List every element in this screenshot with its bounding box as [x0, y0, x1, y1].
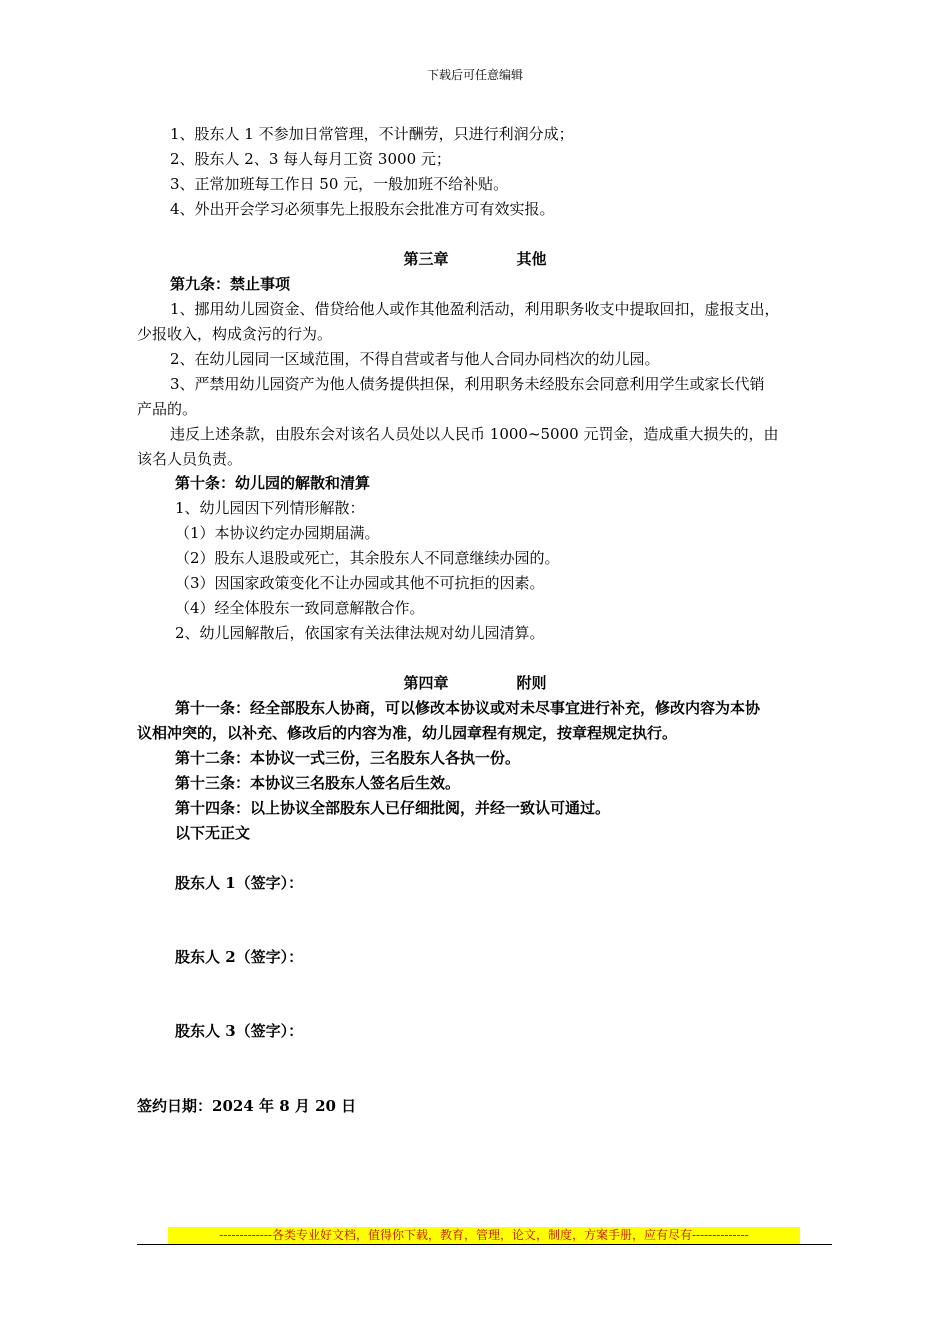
chapter-4-heading — [0, 671, 950, 696]
article-10-item-1: 1、幼儿园因下列情形解散： — [175, 499, 365, 517]
chapter-4-title: 附则 — [516, 674, 547, 692]
salary-item-4: 4、外出开会学习必须事先上报股东会批准方可有效实报。 — [170, 200, 555, 218]
chapter-4-number: 第四章 — [403, 674, 449, 692]
signature-line-1: 股东人 1（签字）： — [175, 874, 304, 892]
article-9-item-1-line-2: 少报收入，构成贪污的行为。 — [137, 325, 333, 343]
footer-banner: -------------各类专业好文档，值得你下载，教育，管理，论文，制度，方案手册，应有尽有-------------- — [168, 1227, 800, 1244]
signature-line-2: 股东人 2（签字）： — [175, 948, 304, 966]
article-13: 第十三条：本协议三名股东人签名后生效。 — [175, 774, 461, 792]
article-10-case-2: （2）股东人退股或死亡，其余股东人不同意继续办园的。 — [175, 549, 560, 567]
salary-item-1: 1、股东人 1 不参加日常管理，不计酬劳，只进行利润分成； — [170, 125, 574, 143]
sign-date: 签约日期：2024 年 8 月 20 日 — [137, 1097, 357, 1115]
article-9-item-2: 2、在幼儿园同一区域范围，不得自营或者与他人合同办同档次的幼儿园。 — [170, 350, 660, 368]
footer-divider — [137, 1244, 832, 1245]
chapter-3-number: 第三章 — [403, 250, 449, 268]
article-10-item-2: 2、幼儿园解散后，依国家有关法律法规对幼儿园清算。 — [175, 624, 545, 642]
article-10-case-1: （1）本协议约定办园期届满。 — [175, 524, 380, 542]
article-10-case-3: （3）因国家政策变化不让办园或其他不可抗拒的因素。 — [175, 574, 545, 592]
end-of-text-note: 以下无正文 — [175, 824, 251, 842]
article-9-item-1-line-1: 1、挪用幼儿园资金、借贷给他人或作其他盈利活动，利用职务收支中提取回扣，虚报支出， — [170, 300, 780, 318]
page-header: 下载后可任意编辑 — [426, 68, 523, 82]
article-9-penalty-line-2: 该名人员负责。 — [137, 450, 243, 468]
signature-line-3: 股东人 3（签字）： — [175, 1022, 304, 1040]
article-9-item-3-line-2: 产品的。 — [137, 400, 198, 418]
article-9-penalty-line-1: 违反上述条款，由股东会对该名人员处以人民币 1000~5000 元罚金，造成重大损失的，由 — [170, 425, 779, 443]
article-11-line-2: 议相冲突的，以补充、修改后的内容为准，幼儿园章程有规定，按章程规定执行。 — [137, 724, 678, 742]
article-10-title: 第十条：幼儿园的解散和清算 — [175, 474, 371, 492]
chapter-3-heading — [0, 247, 950, 272]
salary-item-2: 2、股东人 2、3 每人每月工资 3000 元； — [170, 150, 451, 168]
article-10-case-4: （4）经全体股东一致同意解散合作。 — [175, 599, 425, 617]
chapter-3-title: 其他 — [516, 250, 547, 268]
article-11-line-1: 第十一条：经全部股东人协商，可以修改本协议或对未尽事宜进行补充，修改内容为本协 — [175, 699, 761, 717]
article-12: 第十二条：本协议一式三份，三名股东人各执一份。 — [175, 749, 521, 767]
article-14: 第十四条：以上协议全部股东人已仔细批阅，并经一致认可通过。 — [175, 799, 611, 817]
article-9-title: 第九条：禁止事项 — [170, 275, 291, 293]
article-9-item-3-line-1: 3、严禁用幼儿园资产为他人债务提供担保，利用职务未经股东会同意利用学生或家长代销 — [170, 375, 765, 393]
salary-item-3: 3、正常加班每工作日 50 元，一般加班不给补贴。 — [170, 175, 509, 193]
